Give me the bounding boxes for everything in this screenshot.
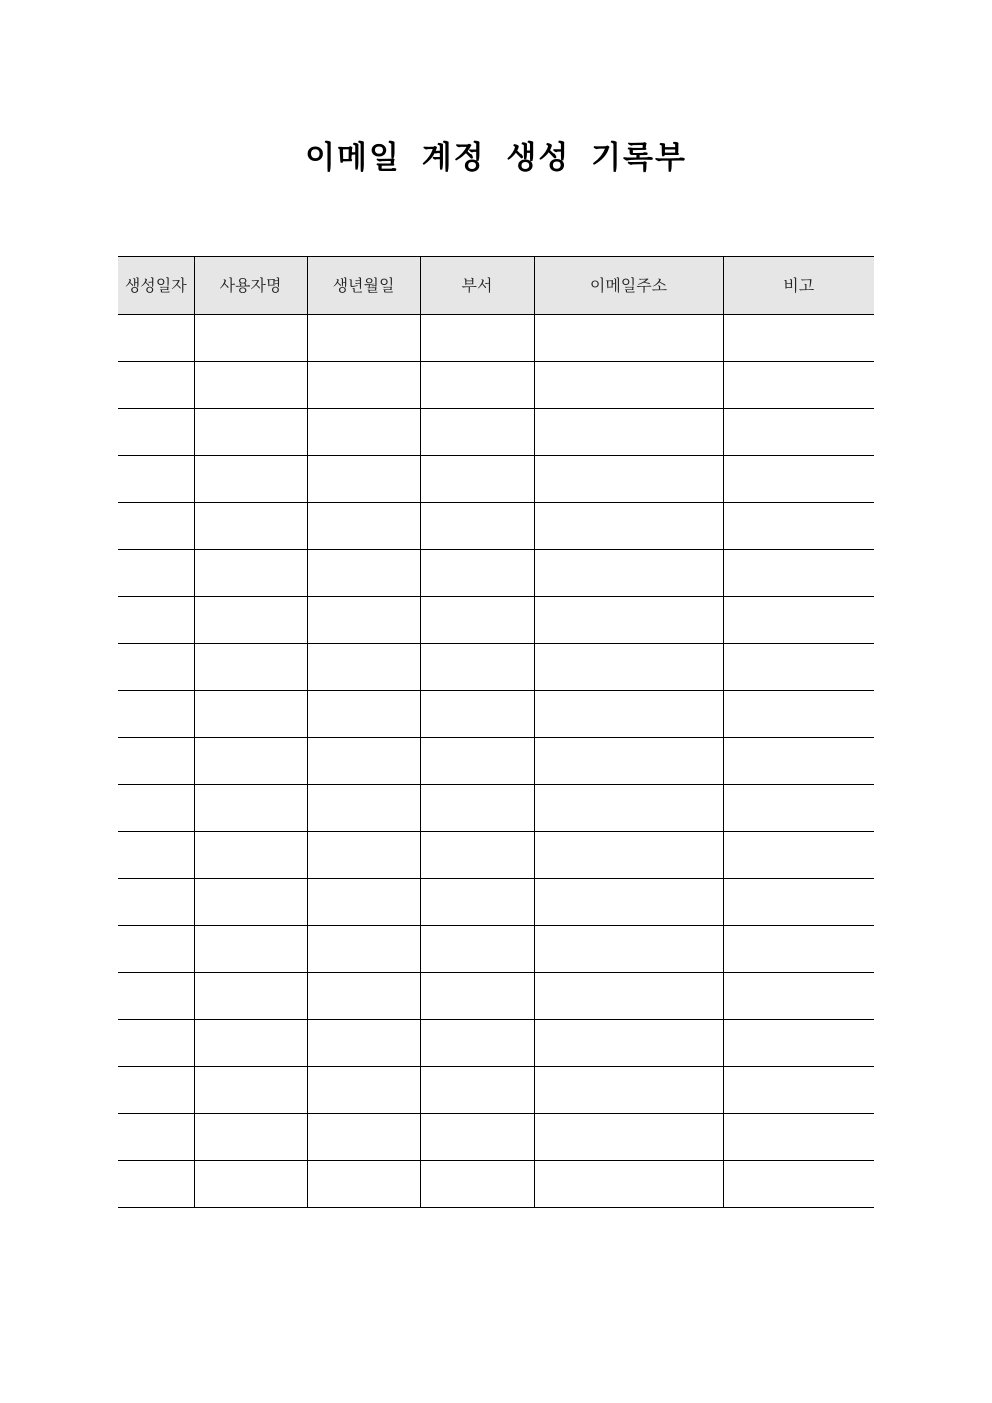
user-name-cell[interactable] — [194, 456, 307, 503]
created-date-cell[interactable] — [118, 879, 194, 926]
birth-date-cell[interactable] — [307, 926, 420, 973]
email-address-cell[interactable] — [534, 503, 723, 550]
table-header-row — [118, 257, 874, 315]
department-cell[interactable] — [420, 973, 534, 1020]
department-cell[interactable] — [420, 409, 534, 456]
created-date-cell[interactable] — [118, 644, 194, 691]
created-date-cell[interactable] — [118, 503, 194, 550]
table-body — [118, 315, 874, 1208]
user-name-cell[interactable] — [194, 785, 307, 832]
remarks-cell[interactable] — [723, 503, 874, 550]
user-name-cell[interactable] — [194, 832, 307, 879]
birth-date-cell[interactable] — [307, 973, 420, 1020]
table-row — [118, 1020, 874, 1067]
birth-date-cell[interactable] — [307, 691, 420, 738]
table-row — [118, 409, 874, 456]
email-address-cell[interactable] — [534, 738, 723, 785]
remarks-cell[interactable] — [723, 597, 874, 644]
table-row — [118, 503, 874, 550]
created-date-cell[interactable] — [118, 691, 194, 738]
created-date-cell[interactable] — [118, 926, 194, 973]
email-address-cell[interactable] — [534, 315, 723, 362]
table-row — [118, 926, 874, 973]
department-cell[interactable] — [420, 1114, 534, 1161]
remarks-cell[interactable] — [723, 456, 874, 503]
department-cell[interactable] — [420, 879, 534, 926]
department-cell[interactable] — [420, 503, 534, 550]
user-name-cell[interactable] — [194, 597, 307, 644]
created-date-cell[interactable] — [118, 832, 194, 879]
department-cell[interactable] — [420, 1020, 534, 1067]
email-address-cell[interactable] — [534, 1067, 723, 1114]
created-date-cell[interactable] — [118, 550, 194, 597]
created-date-cell[interactable] — [118, 456, 194, 503]
remarks-cell[interactable] — [723, 691, 874, 738]
user-name-cell[interactable] — [194, 644, 307, 691]
user-name-cell[interactable] — [194, 550, 307, 597]
email-address-cell[interactable] — [534, 926, 723, 973]
user-name-cell[interactable] — [194, 315, 307, 362]
department-cell[interactable] — [420, 738, 534, 785]
user-name-cell[interactable] — [194, 738, 307, 785]
user-name-cell[interactable] — [194, 503, 307, 550]
user-name-cell[interactable] — [194, 973, 307, 1020]
department-cell[interactable] — [420, 644, 534, 691]
remarks-cell[interactable] — [723, 879, 874, 926]
created-date-cell[interactable] — [118, 362, 194, 409]
remarks-cell[interactable] — [723, 832, 874, 879]
table-row — [118, 738, 874, 785]
table-row — [118, 1161, 874, 1208]
table-row — [118, 785, 874, 832]
created-date-cell[interactable] — [118, 1114, 194, 1161]
created-date-cell[interactable] — [118, 315, 194, 362]
user-name-cell[interactable] — [194, 1114, 307, 1161]
user-name-cell[interactable] — [194, 1067, 307, 1114]
department-cell[interactable] — [420, 456, 534, 503]
department-cell[interactable] — [420, 691, 534, 738]
user-name-cell[interactable] — [194, 1020, 307, 1067]
department-cell[interactable] — [420, 550, 534, 597]
birth-date-cell[interactable] — [307, 1067, 420, 1114]
email-address-cell[interactable] — [534, 597, 723, 644]
remarks-cell[interactable] — [723, 738, 874, 785]
remarks-cell[interactable] — [723, 644, 874, 691]
email-account-record-table — [118, 256, 874, 1208]
email-address-cell[interactable] — [534, 1020, 723, 1067]
table-row — [118, 1067, 874, 1114]
remarks-cell[interactable] — [723, 362, 874, 409]
email-address-cell[interactable] — [534, 409, 723, 456]
email-address-cell[interactable] — [534, 832, 723, 879]
remarks-cell[interactable] — [723, 785, 874, 832]
created-date-cell[interactable] — [118, 785, 194, 832]
table-row — [118, 315, 874, 362]
header-birth-date: 생년월일 — [307, 257, 420, 315]
birth-date-cell[interactable] — [307, 644, 420, 691]
birth-date-cell[interactable] — [307, 315, 420, 362]
email-address-cell[interactable] — [534, 691, 723, 738]
birth-date-cell[interactable] — [307, 879, 420, 926]
department-cell[interactable] — [420, 315, 534, 362]
email-address-cell[interactable] — [534, 1161, 723, 1208]
table-row — [118, 550, 874, 597]
email-address-cell[interactable] — [534, 644, 723, 691]
remarks-cell[interactable] — [723, 926, 874, 973]
department-cell[interactable] — [420, 785, 534, 832]
email-address-cell[interactable] — [534, 1114, 723, 1161]
created-date-cell[interactable] — [118, 1067, 194, 1114]
birth-date-cell[interactable] — [307, 362, 420, 409]
birth-date-cell[interactable] — [307, 1020, 420, 1067]
table-row — [118, 597, 874, 644]
remarks-cell[interactable] — [723, 973, 874, 1020]
birth-date-cell[interactable] — [307, 785, 420, 832]
birth-date-cell[interactable] — [307, 503, 420, 550]
header-department: 부서 — [420, 257, 534, 315]
created-date-cell[interactable] — [118, 409, 194, 456]
email-address-cell[interactable] — [534, 362, 723, 409]
remarks-cell[interactable] — [723, 409, 874, 456]
table-row — [118, 832, 874, 879]
department-cell[interactable] — [420, 362, 534, 409]
email-address-cell[interactable] — [534, 550, 723, 597]
created-date-cell[interactable] — [118, 1020, 194, 1067]
table-row — [118, 973, 874, 1020]
user-name-cell[interactable] — [194, 362, 307, 409]
remarks-cell[interactable] — [723, 1114, 874, 1161]
birth-date-cell[interactable] — [307, 832, 420, 879]
header-remarks: 비고 — [723, 257, 874, 315]
email-address-cell[interactable] — [534, 879, 723, 926]
created-date-cell[interactable] — [118, 973, 194, 1020]
header-email-address: 이메일주소 — [534, 257, 723, 315]
birth-date-cell[interactable] — [307, 1161, 420, 1208]
page-title: 이메일 계정 생성 기록부 — [305, 140, 687, 176]
department-cell[interactable] — [420, 1161, 534, 1208]
email-address-cell[interactable] — [534, 785, 723, 832]
remarks-cell[interactable] — [723, 1020, 874, 1067]
table-row — [118, 456, 874, 503]
email-address-cell[interactable] — [534, 456, 723, 503]
user-name-cell[interactable] — [194, 1161, 307, 1208]
table-row — [118, 1114, 874, 1161]
user-name-cell[interactable] — [194, 409, 307, 456]
email-address-cell[interactable] — [534, 973, 723, 1020]
created-date-cell[interactable] — [118, 1161, 194, 1208]
birth-date-cell[interactable] — [307, 597, 420, 644]
user-name-cell[interactable] — [194, 691, 307, 738]
created-date-cell[interactable] — [118, 597, 194, 644]
department-cell[interactable] — [420, 597, 534, 644]
header-user-name: 사용자명 — [194, 257, 307, 315]
remarks-cell[interactable] — [723, 550, 874, 597]
birth-date-cell[interactable] — [307, 738, 420, 785]
remarks-cell[interactable] — [723, 315, 874, 362]
remarks-cell[interactable] — [723, 1067, 874, 1114]
remarks-cell[interactable] — [723, 1161, 874, 1208]
birth-date-cell[interactable] — [307, 409, 420, 456]
user-name-cell[interactable] — [194, 879, 307, 926]
birth-date-cell[interactable] — [307, 1114, 420, 1161]
department-cell[interactable] — [420, 832, 534, 879]
department-cell[interactable] — [420, 1067, 534, 1114]
table-row — [118, 691, 874, 738]
department-cell[interactable] — [420, 926, 534, 973]
table-row — [118, 362, 874, 409]
table-row — [118, 879, 874, 926]
birth-date-cell[interactable] — [307, 456, 420, 503]
birth-date-cell[interactable] — [307, 550, 420, 597]
table-row — [118, 644, 874, 691]
created-date-cell[interactable] — [118, 738, 194, 785]
user-name-cell[interactable] — [194, 926, 307, 973]
header-created-date: 생성일자 — [118, 257, 194, 315]
